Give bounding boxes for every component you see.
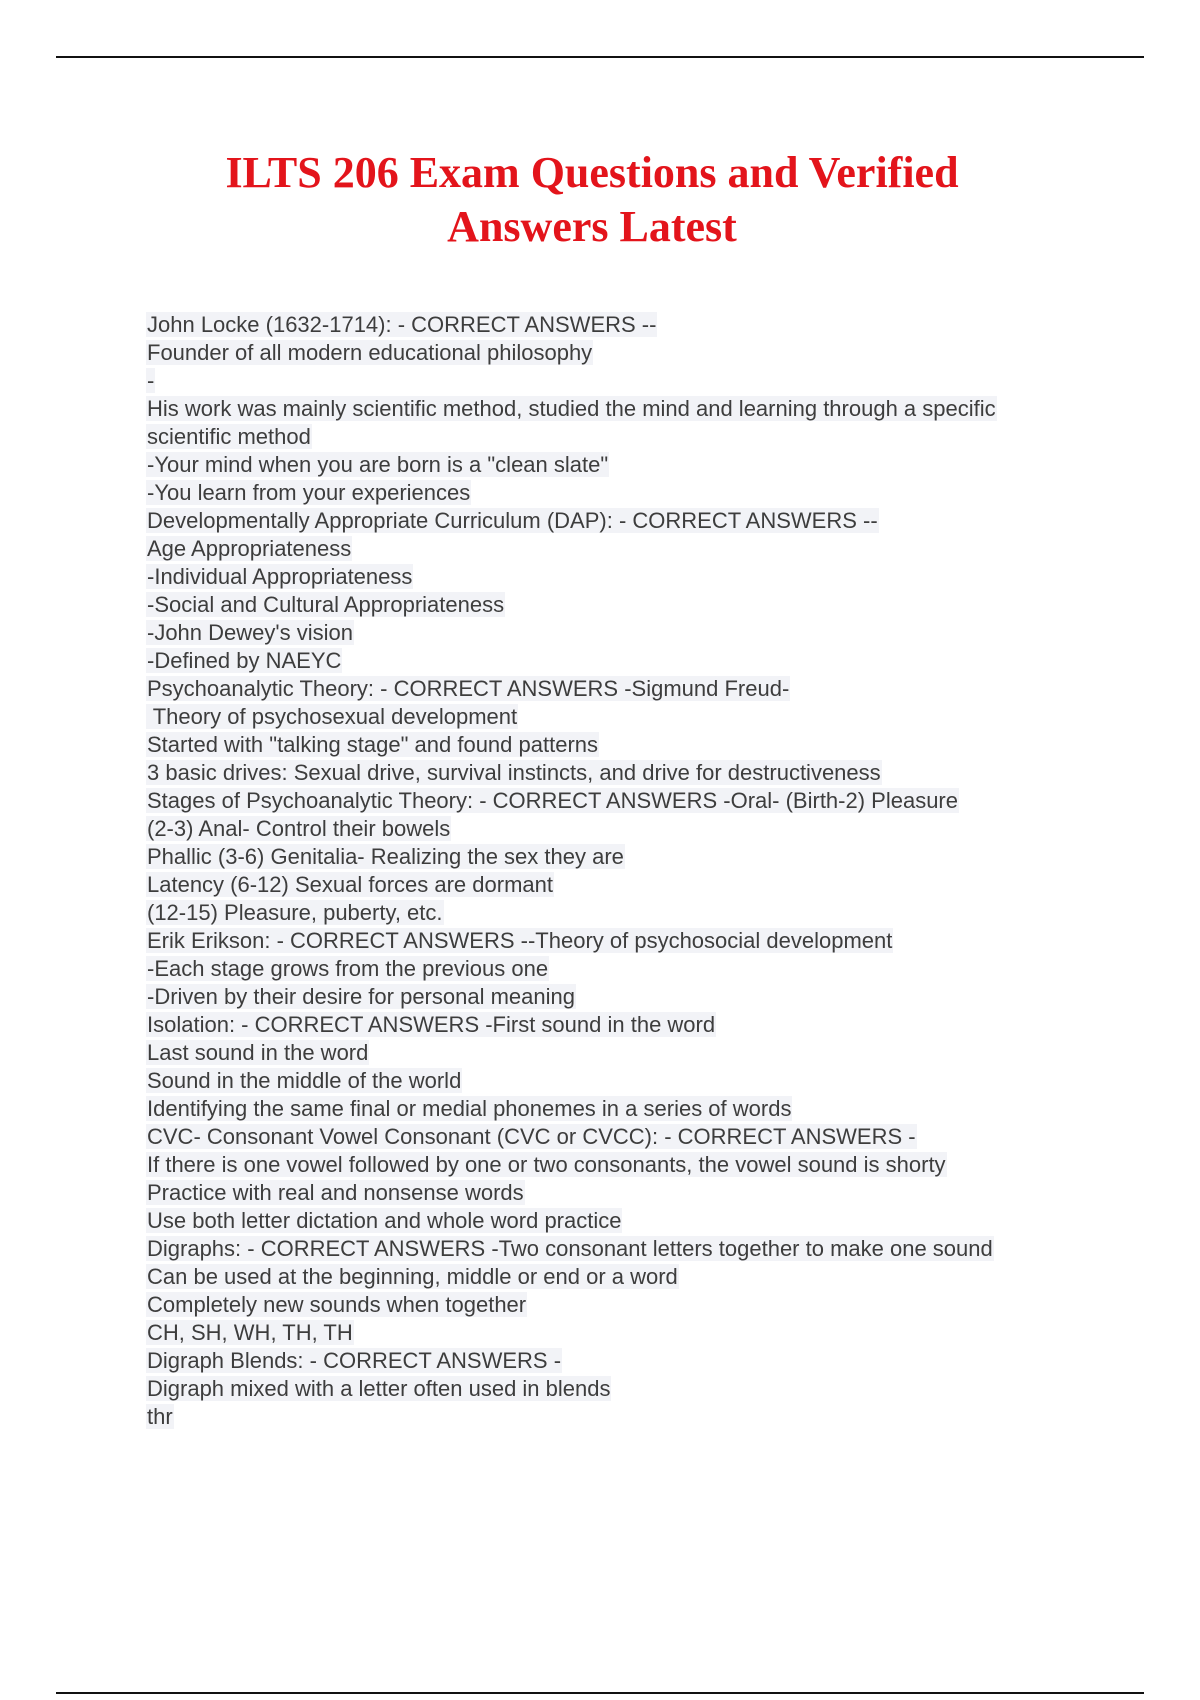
text-line-content: Last sound in the word [147,1040,369,1065]
text-line [146,1375,1146,1403]
text-line-content: -Individual Appropriateness [147,564,413,589]
text-line-content: John Locke (1632-1714): - CORRECT ANSWERS -- [147,312,657,337]
text-line [146,563,1146,591]
text-line-content: (12-15) Pleasure, puberty, etc. [147,900,443,925]
text-line [146,1179,1146,1207]
text-line-content: -Social and Cultural Appropriateness [147,592,505,617]
text-line [146,1263,1146,1291]
text-line-content: Digraph mixed with a letter often used in blends [147,1376,611,1401]
text-line-content: Theory of psychosexual development [147,704,518,729]
text-line-content: Sound in the middle of the world [147,1068,462,1093]
text-line [146,1291,1146,1319]
text-line-content: -Driven by their desire for personal meaning [147,984,575,1009]
text-line [146,843,1146,871]
text-line [146,535,1146,563]
text-line-content: Use both letter dictation and whole word practice [147,1208,622,1233]
text-line [146,507,1146,535]
text-line [146,759,1146,787]
bottom-rule [56,1692,1144,1694]
text-line [146,423,1146,451]
text-line-content: -Each stage grows from the previous one [147,956,549,981]
text-line-content: Stages of Psychoanalytic Theory: - CORRECT ANSWERS -Oral- (Birth-2) Pleasure [147,788,958,813]
text-line-content: Practice with real and nonsense words [147,1180,524,1205]
text-line [146,1207,1146,1235]
page-title [60,146,1124,254]
text-line-content: Erik Erikson: - CORRECT ANSWERS --Theory of psychosocial development [147,928,893,953]
text-line-content: Age Appropriateness [147,536,352,561]
text-line-content: Digraphs: - CORRECT ANSWERS -Two consonant letters together to make one sound [147,1236,993,1261]
text-line [146,339,1146,367]
text-line [146,367,1146,395]
text-line-content: -John Dewey's vision [147,620,353,645]
text-line-content: (2-3) Anal- Control their bowels [147,816,451,841]
title-line-2: Answers Latest [447,202,737,251]
text-line-content: Digraph Blends: - CORRECT ANSWERS - [147,1348,562,1373]
text-line-content: Can be used at the beginning, middle or end or a word [147,1264,678,1289]
text-line [146,787,1146,815]
text-line-content: Completely new sounds when together [147,1292,527,1317]
text-line [146,479,1146,507]
text-line [146,451,1146,479]
top-rule [56,56,1144,58]
text-line-content: 3 basic drives: Sexual drive, survival instincts, and drive for destructiveness [147,760,881,785]
text-line [146,1403,1146,1431]
text-line-content: If there is one vowel followed by one or two consonants, the vowel sound is shorty [147,1152,946,1177]
text-line [146,1067,1146,1095]
text-line [146,815,1146,843]
text-line [146,1347,1146,1375]
text-line [146,311,1146,339]
text-line [146,1095,1146,1123]
text-line [146,983,1146,1011]
text-line-content: Founder of all modern educational philosophy [147,340,593,365]
title-line-1: ILTS 206 Exam Questions and Verified [225,148,959,197]
text-line [146,619,1146,647]
text-line-content: Isolation: - CORRECT ANSWERS -First sound in the word [147,1012,716,1037]
text-line [146,1319,1146,1347]
text-line-content: Identifying the same final or medial phonemes in a series of words [147,1096,792,1121]
text-line-content: -Defined by NAEYC [147,648,342,673]
text-line-content: scientific method [147,424,311,449]
text-line-content: thr [147,1404,173,1429]
text-line [146,955,1146,983]
text-line [146,675,1146,703]
text-line-content: CVC- Consonant Vowel Consonant (CVC or CVCC): - CORRECT ANSWERS - [147,1124,916,1149]
text-line-content: -You learn from your experiences [147,480,471,505]
text-line [146,1123,1146,1151]
text-line [146,927,1146,955]
text-line-content: Psychoanalytic Theory: - CORRECT ANSWERS -Sigmund Freud- [147,676,790,701]
text-line [146,899,1146,927]
text-line [146,591,1146,619]
text-line [146,1151,1146,1179]
text-line [146,1011,1146,1039]
text-line-content: Started with "talking stage" and found patterns [147,732,599,757]
text-line [146,647,1146,675]
text-line [146,703,1146,731]
text-line-content: Latency (6-12) Sexual forces are dormant [147,872,553,897]
text-line [146,1039,1146,1067]
document-body [146,311,1146,1431]
text-line [146,395,1146,423]
text-line-content: Developmentally Appropriate Curriculum (DAP): - CORRECT ANSWERS -- [147,508,878,533]
text-line [146,731,1146,759]
text-line-content: Phallic (3-6) Genitalia- Realizing the sex they are [147,844,624,869]
text-line-content: His work was mainly scientific method, studied the mind and learning through a specific [147,396,996,421]
text-line-content: CH, SH, WH, TH, TH [147,1320,353,1345]
text-line-content: - [147,368,155,393]
text-line [146,871,1146,899]
text-line-content: -Your mind when you are born is a "clean slate" [147,452,609,477]
text-line [146,1235,1146,1263]
